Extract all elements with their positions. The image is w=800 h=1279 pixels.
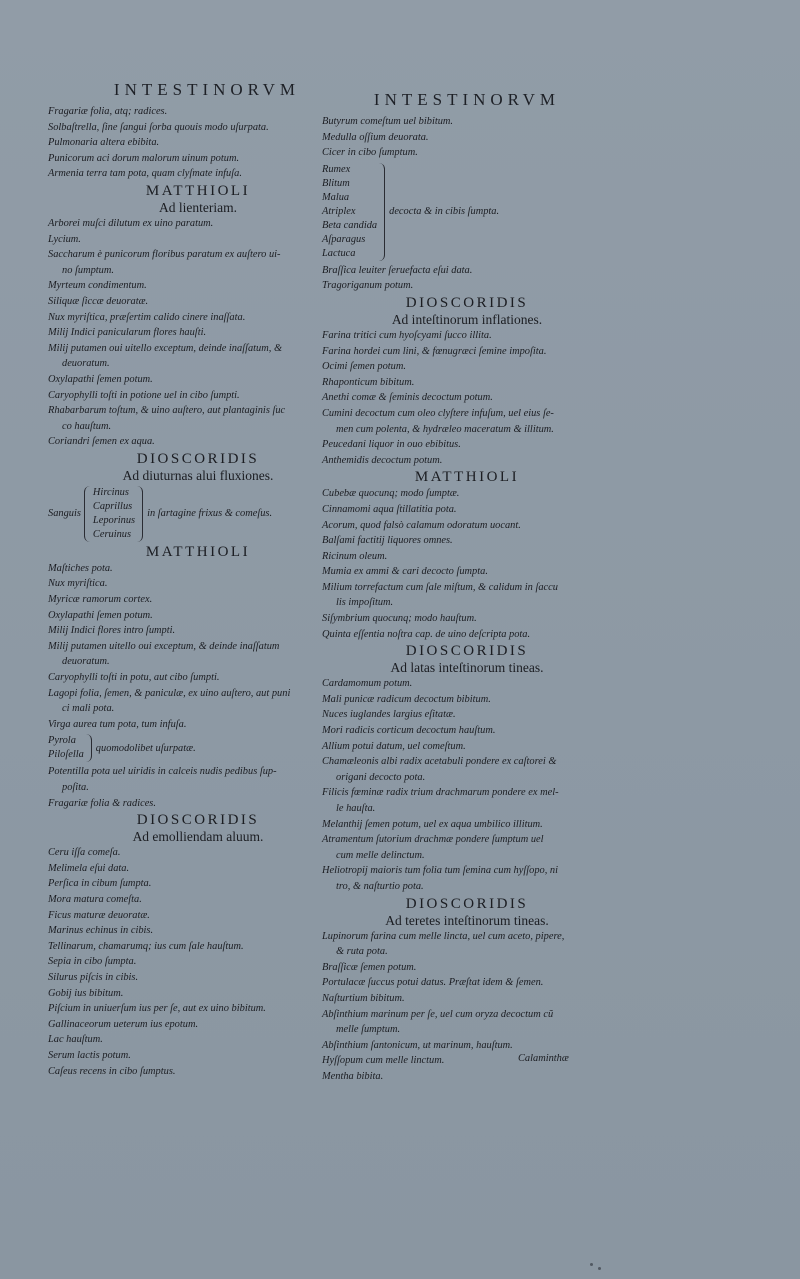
entry-line: Mora matura comeſta.	[48, 893, 142, 905]
right-column	[322, 90, 612, 1085]
brace-item: Caprillus	[92, 500, 133, 512]
entries-right-c	[322, 328, 612, 468]
entry-line: Oxylapathi ſemen potum.	[48, 373, 153, 385]
section-subheading: Ad diuturnas alui fluxiones.	[122, 467, 274, 483]
entry-line: Armenia terra tam pota, quam clyſmate infuſa.	[48, 168, 242, 180]
entry-line: Nux myriſtica, præſertim calido cinere inaſſata.	[48, 311, 246, 323]
entries-right-b	[322, 263, 612, 294]
brace-group-sanguis	[48, 486, 348, 542]
section-subheading: Ad lienteriam.	[159, 199, 237, 215]
entry-line: deuoratum.	[62, 656, 110, 668]
brace-item: Blitum	[322, 177, 350, 189]
entry-line: Mali punicæ radicum decoctum bibitum.	[322, 693, 491, 705]
entry-line: Atramentum ſutorium drachmæ pondere ſumptum uel	[322, 834, 544, 846]
entry-line: Potentilla pota uel uiridis in calceis nudis pedibus ſup-	[48, 766, 277, 778]
section-heading: DIOSCORIDIS	[405, 643, 529, 660]
section-heading: MATTHIOLI	[414, 469, 520, 486]
entry-line: Cubebæ quocunq; modo ſumptæ.	[322, 488, 460, 500]
entry-line: cum melle delinctum.	[336, 849, 425, 861]
section-heading: DIOSCORIDIS	[405, 294, 529, 311]
brace-item: Beta candida	[322, 219, 378, 231]
entry-line: Fragariæ folia, atq; radices.	[48, 106, 168, 117]
entry-line: Mentha bibita.	[322, 1070, 384, 1082]
brace-item: Pyrola	[48, 735, 76, 747]
brace-tail: quomodolibet uſurpatæ.	[95, 742, 196, 754]
entry-line: Nuces iuglandes largius eſitatæ.	[322, 709, 456, 721]
entry-line: Abſinthium marinum per ſe, uel cum oryza decoctum cũ	[322, 1008, 554, 1020]
entry-line: Milij putamen oui uitello exceptum, deinde inaſſatum, &	[48, 342, 283, 354]
entry-line: Milij Indici panicularum flores hauſti.	[48, 327, 207, 339]
brace-item: Atriplex	[322, 205, 356, 217]
entry-line: Rhaponticum bibitum.	[322, 376, 415, 388]
entry-line: Tellinarum, chamarumq; ius cum ſale hauſtum.	[48, 940, 244, 952]
entry-line: Saccharum è punicorum floribus paratum ex auſtero ui-	[48, 249, 281, 261]
entry-line: Medulla oſſium deuorata.	[322, 131, 429, 143]
entry-line: Quinta eſſentia noſtra cap. de uino deſcripta pota.	[322, 628, 531, 640]
entry-line: no ſumptum.	[62, 264, 114, 276]
entry-line: Naſturtium bibitum.	[322, 992, 405, 1004]
entry-line: Silurus piſcis in cibis.	[48, 971, 139, 983]
running-head-left: INTESTINORVM	[113, 80, 301, 99]
entry-line: Farina tritici cum hyoſcyami ſucco illita.	[322, 329, 492, 341]
entry-line: Rhabarbarum toſtum, & uino auſtero, aut plantaginis ſuc	[48, 405, 286, 417]
entry-line: deuoratum.	[62, 358, 110, 370]
entry-line: Solbaſtrella, ſine ſangui ſorba quouis modo uſurpata.	[48, 121, 269, 133]
entries-right-d	[322, 486, 612, 642]
entry-line: Gallinaceorum ueterum ius epotum.	[48, 1018, 199, 1030]
brace-close	[86, 734, 92, 762]
section-heading: DIOSCORIDIS	[136, 812, 260, 829]
entry-line: tro, & naſturtio pota.	[336, 880, 424, 892]
left-column	[48, 80, 348, 1079]
entry-line: Punicorum aci dorum malorum uinum potum.	[48, 152, 240, 164]
entry-line: melle ſumptum.	[336, 1024, 401, 1036]
brace-items	[322, 163, 377, 261]
entries-left-a	[48, 104, 348, 182]
entry-line: & ruta pota.	[336, 946, 388, 958]
section-subheading: Ad emolliendam aluum.	[132, 829, 264, 845]
entry-line: Myrteum condimentum.	[48, 280, 147, 292]
entry-line: Piſcium in uniuerſum ius per ſe, aut ex uino bibitum.	[48, 1003, 266, 1015]
brace-item: Hircinus	[92, 486, 129, 498]
entries-right-e	[322, 676, 612, 894]
entry-line: Marinus echinus in cibis.	[48, 925, 154, 937]
entry-line: Cardamomum potum.	[322, 678, 413, 690]
brace-close	[379, 163, 385, 261]
catchword: Calaminthæ	[518, 1053, 569, 1064]
section-heading: DIOSCORIDIS	[405, 895, 529, 912]
brace-item: Aſparagus	[322, 233, 366, 245]
entry-line: Caryophylli toſti in potione uel in cibo ſumpti.	[48, 389, 240, 401]
entry-line: Coriandri ſemen ex aqua.	[48, 436, 155, 448]
entry-line: Peucedani liquor in ouo ebibitus.	[322, 439, 461, 451]
brace-group-pyrola	[48, 734, 348, 762]
entry-line: Virga aurea tum pota, tum infuſa.	[48, 718, 187, 730]
brace-item: Rumex	[322, 163, 351, 175]
entry-line: Caryophylli toſti in potu, aut cibo ſumpti.	[48, 672, 220, 684]
entry-line: Milij putamen uitello oui exceptum, & deinde inaſſatum	[48, 640, 280, 652]
entry-line: Fragariæ folia & radices.	[48, 797, 156, 809]
brace-items	[93, 486, 135, 542]
entry-line: Ficus maturæ deuoratæ.	[48, 909, 150, 921]
entry-line: Melanthij ſemen potum, uel ex aqua umbilico illitum.	[322, 818, 543, 830]
entry-line: Sepia in cibo ſumpta.	[48, 956, 137, 968]
brace-items	[48, 734, 84, 762]
entry-line: Hyſſopum cum melle linctum.	[322, 1055, 445, 1067]
entry-line: le hauſta.	[336, 803, 376, 814]
entry-line: Mori radicis corticum decoctum hauſtum.	[322, 725, 496, 737]
entry-line: Tragoriganum potum.	[322, 280, 414, 292]
brace-item: Lactuca	[322, 247, 356, 259]
entry-line: ci mali pota.	[62, 703, 115, 715]
brace-lead: Sanguis	[48, 508, 81, 520]
entries-left-b	[48, 216, 348, 450]
entry-line: Caſeus recens in cibo ſumptus.	[48, 1065, 176, 1077]
entry-line: Anthemidis decoctum potum.	[322, 454, 443, 466]
section-heading: MATTHIOLI	[145, 543, 251, 560]
brace-item: Ceruinus	[92, 528, 132, 540]
entry-line: Lycium.	[48, 233, 81, 245]
entry-line: Braſſicæ ſemen potum.	[322, 961, 417, 973]
entry-line: poſita.	[62, 782, 89, 793]
brace-group-herbs	[322, 163, 612, 261]
brace-item: Leporinus	[92, 514, 136, 526]
entry-line: Lac hauſtum.	[48, 1034, 103, 1046]
entry-line: Melimela eſui data.	[48, 862, 130, 874]
entry-line: Braſſica leuiter ſeruefacta eſui data.	[322, 264, 473, 276]
running-head-right: INTESTINORVM	[373, 90, 561, 109]
entry-line: Allium potui datum, uel comeſtum.	[322, 740, 466, 752]
entry-line: lis impoſitum.	[336, 597, 394, 609]
entry-line: Anethi comæ & ſeminis decoctum potum.	[322, 392, 493, 404]
section-subheading: Ad latas inteſtinorum tineas.	[390, 660, 544, 676]
entries-left-d	[48, 764, 348, 811]
entry-line: Milij Indici flores intro ſumpti.	[48, 625, 176, 637]
entry-line: Cumini decoctum cum oleo clyſtere infuſum, uel eius ſe-	[322, 407, 554, 419]
brace-tail: in ſartagine frixus & comeſus.	[147, 508, 273, 520]
entry-line: Ceru iſſa comeſa.	[48, 847, 121, 859]
entry-line: Maſtiches pota.	[48, 562, 113, 574]
brace-open	[84, 486, 90, 542]
ink-speck	[590, 1263, 593, 1266]
brace-close	[137, 486, 143, 542]
section-subheading: Ad teretes inteſtinorum tineas.	[385, 912, 549, 928]
entry-line: Pulmonaria altera ebibita.	[48, 137, 160, 149]
entry-line: Nux myriſtica.	[48, 578, 108, 590]
ink-speck	[598, 1267, 601, 1270]
entry-line: Oxylapathi ſemen potum.	[48, 609, 153, 621]
entry-line: Siliquæ ſiccæ deuoratæ.	[48, 295, 149, 307]
entry-line: Lagopi folia, ſemen, & paniculæ, ex uino auſtero, aut puni	[48, 687, 291, 699]
section-subheading: Ad inteſtinorum inflationes.	[391, 311, 543, 327]
entry-line: Arborei muſci dilutum ex uino paratum.	[48, 217, 214, 229]
entry-line: Perſica in cibum ſumpta.	[48, 878, 152, 890]
entry-line: Lupinorum farina cum melle lincta, uel cum aceto, pipere,	[322, 930, 565, 942]
entry-line: Filicis fœminæ radix trium drachmarum pondere ex mel-	[322, 787, 559, 799]
entry-line: Portulacæ ſuccus potui datus. Præſtat idem & ſemen.	[322, 977, 544, 989]
entry-line: origani decocto pota.	[336, 771, 426, 783]
brace-item: Piloſella	[48, 749, 84, 761]
section-heading: MATTHIOLI	[145, 182, 251, 199]
entry-line: Butyrum comeſtum uel bibitum.	[322, 116, 454, 127]
entry-line: Ricinum oleum.	[322, 550, 388, 562]
entry-line: Gobij ius bibitum.	[48, 987, 124, 999]
entry-line: Farina hordei cum lini, & fœnugræci ſemine impoſita.	[322, 345, 547, 357]
entry-line: Ocimi ſemen potum.	[322, 361, 406, 373]
entry-line: Abſinthium ſantonicum, ut marinum, hauſtum.	[322, 1039, 513, 1051]
entry-line: Serum lactis potum.	[48, 1049, 131, 1061]
section-heading: DIOSCORIDIS	[136, 450, 260, 467]
entry-line: Cinnamomi aqua ſtillatitia pota.	[322, 503, 457, 515]
entries-right-a	[322, 114, 612, 161]
entry-line: co hauſtum.	[62, 420, 112, 432]
entry-line: Myricæ ramorum cortex.	[48, 594, 153, 606]
entry-line: Heliotropij maioris tum folia tum ſemina cum hyſſopo, ni	[322, 865, 558, 877]
entry-line: Balſami factitij liquores omnes.	[322, 535, 453, 547]
entry-line: Acorum, quod falsò calamum odoratum uocant.	[322, 519, 521, 531]
entry-line: Siſymbrium quocunq; modo hauſtum.	[322, 613, 477, 625]
entry-line: Mumia ex ammi & cari decocto ſumpta.	[322, 566, 488, 578]
entry-line: Milium torrefactum cum ſale miſtum, & calidum in ſaccu	[322, 581, 558, 593]
brace-item: Malua	[322, 191, 350, 203]
brace-tail: decocta & in cibis ſumpta.	[389, 205, 500, 217]
entry-line: men cum polenta, & hydræleo maceratum & illitum.	[336, 423, 554, 435]
entry-line: Chamæleonis albi radix acetabuli pondere ex caſtorei &	[322, 756, 557, 768]
entries-left-c	[48, 561, 348, 733]
entry-line: Cicer in cibo ſumptum.	[322, 147, 418, 159]
entries-left-e	[48, 845, 348, 1079]
